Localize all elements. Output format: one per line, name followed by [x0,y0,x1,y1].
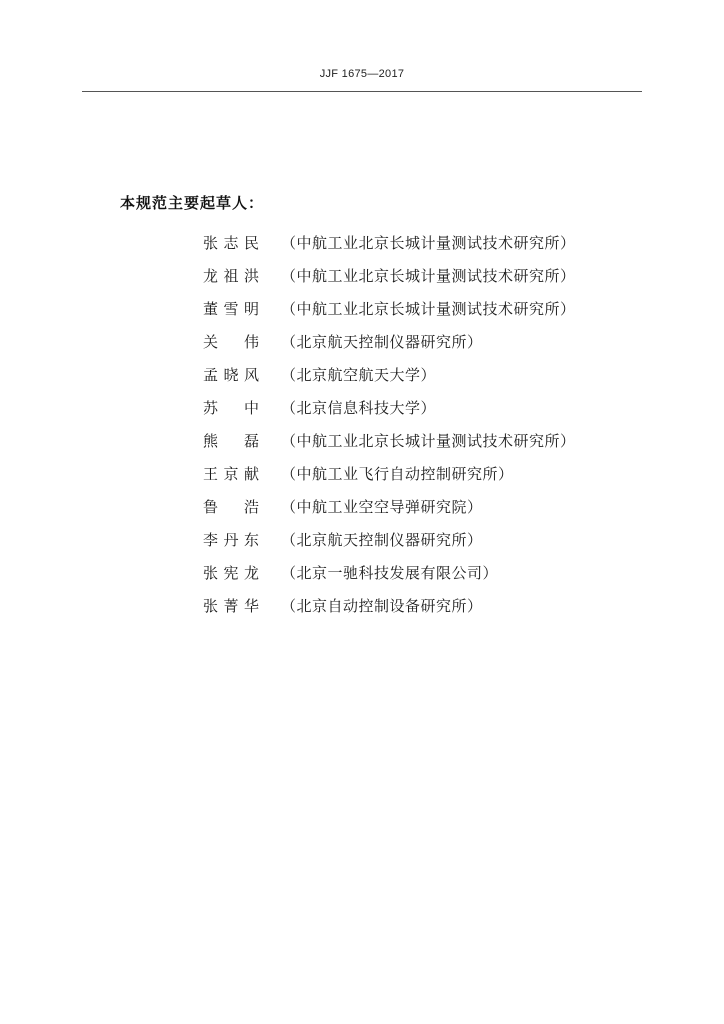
drafter-name: 孟晓风 [203,366,259,384]
drafter-organization: （北京信息科技大学） [281,399,437,417]
drafter-name: 张宪龙 [203,564,259,582]
drafter-name: 董雪明 [203,300,259,318]
drafter-row [203,523,643,556]
drafter-organization: （中航工业空空导弹研究院） [281,498,483,516]
drafter-organization: （中航工业北京长城计量测试技术研究所） [281,234,576,252]
drafter-name: 苏 中 [203,399,259,417]
drafter-row [203,457,643,490]
drafter-name: 李丹东 [203,531,259,549]
drafter-row [203,325,643,358]
drafter-row [203,556,643,589]
drafter-name: 张志民 [203,234,259,252]
drafter-name: 张菁华 [203,597,259,615]
drafter-row [203,490,643,523]
page-header-code: JJF 1675—2017 [319,68,405,80]
drafter-organization: （北京航天控制仪器研究所） [281,333,483,351]
drafter-name: 关 伟 [203,333,259,351]
drafter-row [203,292,643,325]
drafter-organization: （中航工业飞行自动控制研究所） [281,465,514,483]
drafter-name: 王京献 [203,465,259,483]
drafter-organization: （中航工业北京长城计量测试技术研究所） [281,432,576,450]
drafter-organization: （北京航空航天大学） [281,366,437,384]
drafter-name: 熊 磊 [203,432,259,450]
drafter-organization: （北京自动控制设备研究所） [281,597,483,615]
section-title: 本规范主要起草人： [120,194,265,212]
drafter-row [203,358,643,391]
drafter-row [203,391,643,424]
drafter-row [203,226,643,259]
drafter-row [203,424,643,457]
drafter-organization: （北京航天控制仪器研究所） [281,531,483,549]
drafter-organization: （中航工业北京长城计量测试技术研究所） [281,267,576,285]
drafter-list [203,226,643,622]
drafter-organization: （中航工业北京长城计量测试技术研究所） [281,300,576,318]
drafter-row [203,259,643,292]
drafter-name: 鲁 浩 [203,498,259,516]
drafter-name: 龙祖洪 [203,267,259,285]
header-divider [82,91,642,92]
drafter-row [203,589,643,622]
drafter-organization: （北京一驰科技发展有限公司） [281,564,499,582]
